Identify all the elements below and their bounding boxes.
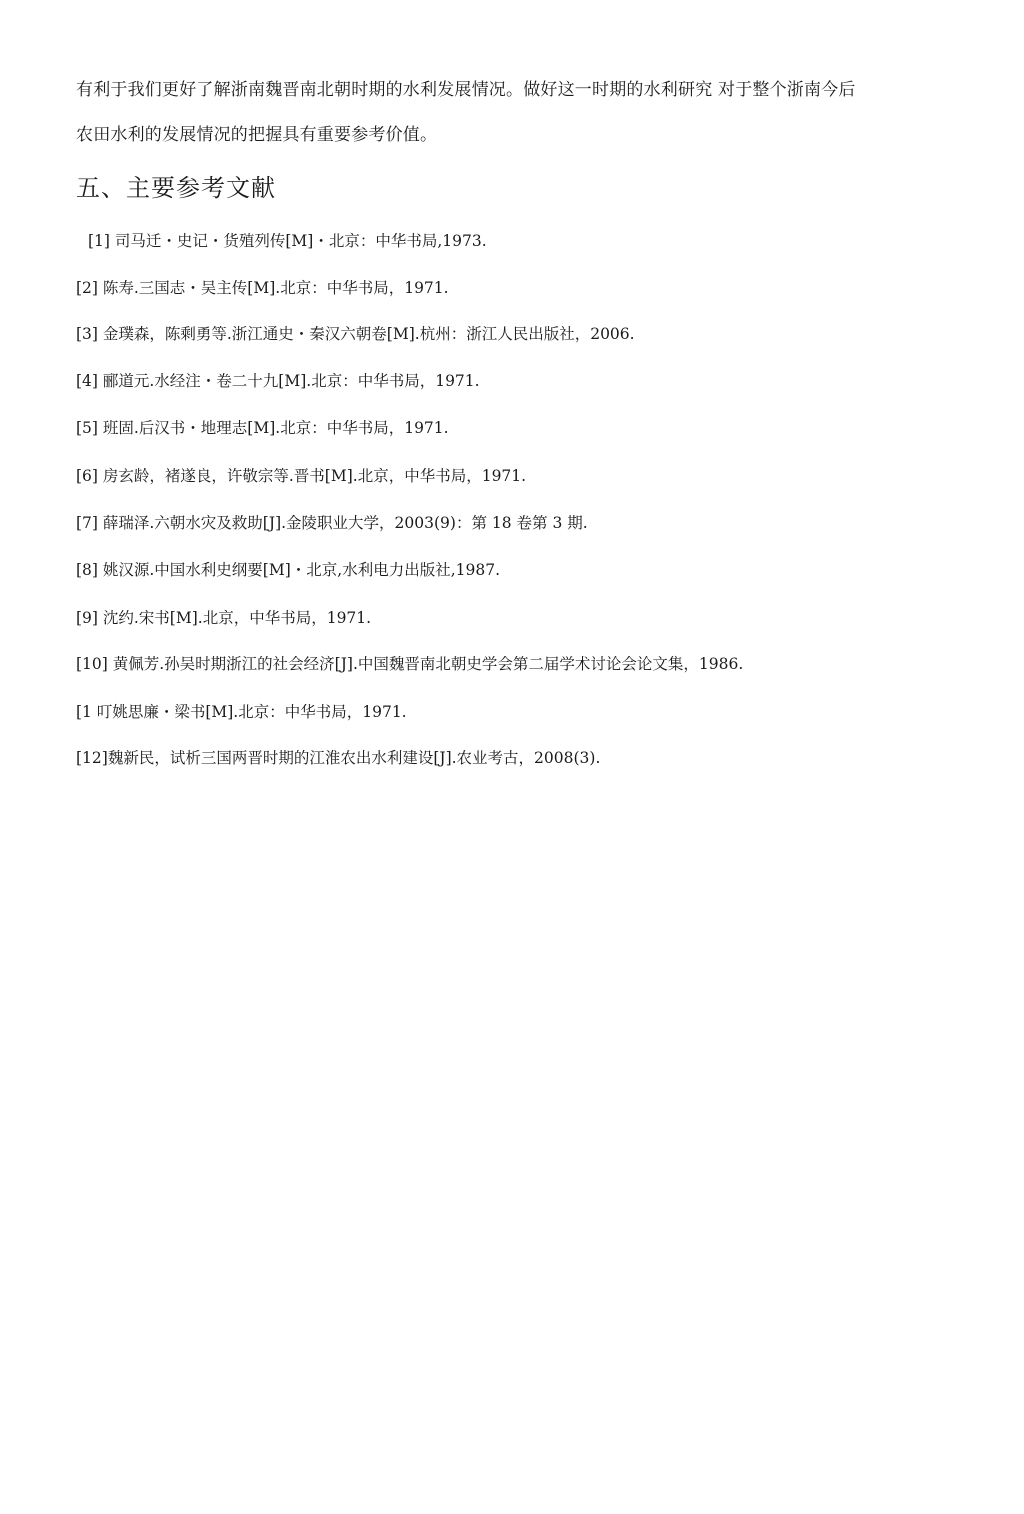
body-text-line-2: 农田水利的发展情况的把握具有重要参考价值。 <box>76 125 438 145</box>
reference-item-4: [4] 郦道元.水经注・卷二十九[M].北京：中华书局，1971. <box>76 372 480 390</box>
reference-item-5: [5] 班固.后汉书・地理志[M].北京：中华书局，1971. <box>76 419 449 437</box>
references-heading: 五、主要参考文献 <box>76 174 276 202</box>
reference-item-12: [12]魏新民，试析三国两晋时期的江淮农出水利建设[J].农业考古，2008(3). <box>76 749 601 767</box>
reference-item-2: [2] 陈寿.三国志・吴主传[M].北京：中华书局，1971. <box>76 279 449 297</box>
reference-item-3: [3] 金璞森，陈剩勇等.浙江通史・秦汉六朝卷[M].杭州：浙江人民出版社，2006. <box>76 325 635 343</box>
reference-item-7: [7] 薛瑞泽.六朝水灾及救助[J].金陵职业大学，2003(9)：第 18 卷第 3 期. <box>76 514 588 532</box>
reference-item-9: [9] 沈约.宋书[M].北京，中华书局，1971. <box>76 609 372 627</box>
reference-item-10: [10] 黄佩芳.孙吴时期浙江的社会经济[J].中国魏晋南北朝史学会第二届学术讨论会论文集，1986. <box>76 655 744 673</box>
reference-item-11: [1 叮姚思廉・梁书[M].北京：中华书局，1971. <box>76 703 407 721</box>
reference-item-6: [6] 房玄龄，褚遂良，许敬宗等.晋书[M].北京，中华书局，1971. <box>76 467 527 485</box>
reference-item-8: [8] 姚汉源.中国水利史纲要[M]・北京,水利电力出版社,1987. <box>76 561 501 579</box>
body-text-line-1: 有利于我们更好了解浙南魏晋南北朝时期的水利发展情况。做好这一时期的水利研究 对于整个浙南今后 <box>76 80 856 100</box>
reference-item-1: [1] 司马迁・史记・货殖列传[M]・北京：中华书局,1973. <box>88 232 487 250</box>
